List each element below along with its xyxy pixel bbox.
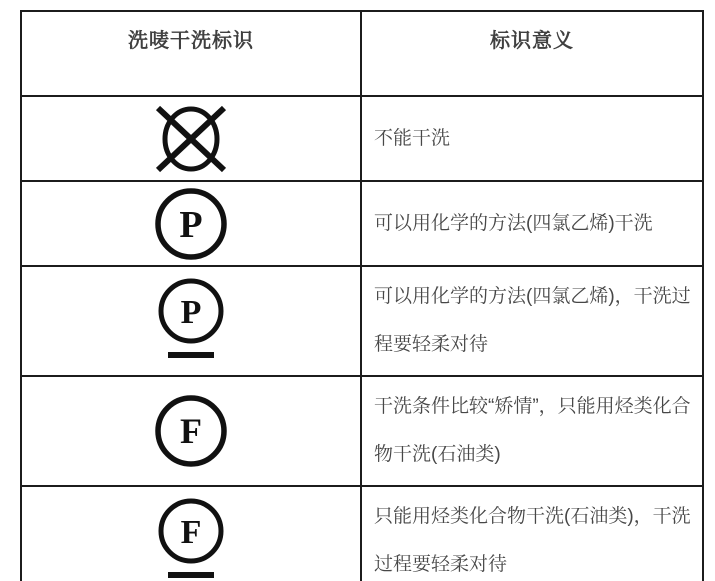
meaning-text: 只能用烃类化合物干洗(石油类)，干洗过程要轻柔对待 [361,486,703,581]
dry-clean-symbols-table [20,10,704,581]
symbol-letter: P [180,294,202,331]
table-header-row [21,11,703,96]
dry-clean-f-icon [154,394,228,468]
table-row [21,486,703,581]
header-symbol-column: 洗唛干洗标识 [21,11,361,96]
table-row [21,181,703,266]
table-row [21,376,703,486]
dry-clean-f-gentle-icon [154,498,228,581]
dry-clean-p-gentle-icon [154,278,228,364]
gentle-underline-bar [168,572,214,578]
meaning-text: 可以用化学的方法(四氯乙烯)，干洗过程要轻柔对待 [361,266,703,376]
header-meaning-column: 标识意义 [361,11,703,96]
symbol-letter: P [179,203,203,246]
do-not-dry-clean-icon [145,100,237,178]
symbol-letter: F [180,514,202,551]
dry-clean-p-icon [154,187,228,261]
gentle-underline-bar [168,352,214,358]
table-row [21,96,703,181]
meaning-text: 不能干洗 [361,96,703,181]
meaning-text: 可以用化学的方法(四氯乙烯)干洗 [361,181,703,266]
meaning-text: 干洗条件比较“矫情”，只能用烃类化合物干洗(石油类) [361,376,703,486]
table-row [21,266,703,376]
symbol-letter: F [180,411,202,451]
